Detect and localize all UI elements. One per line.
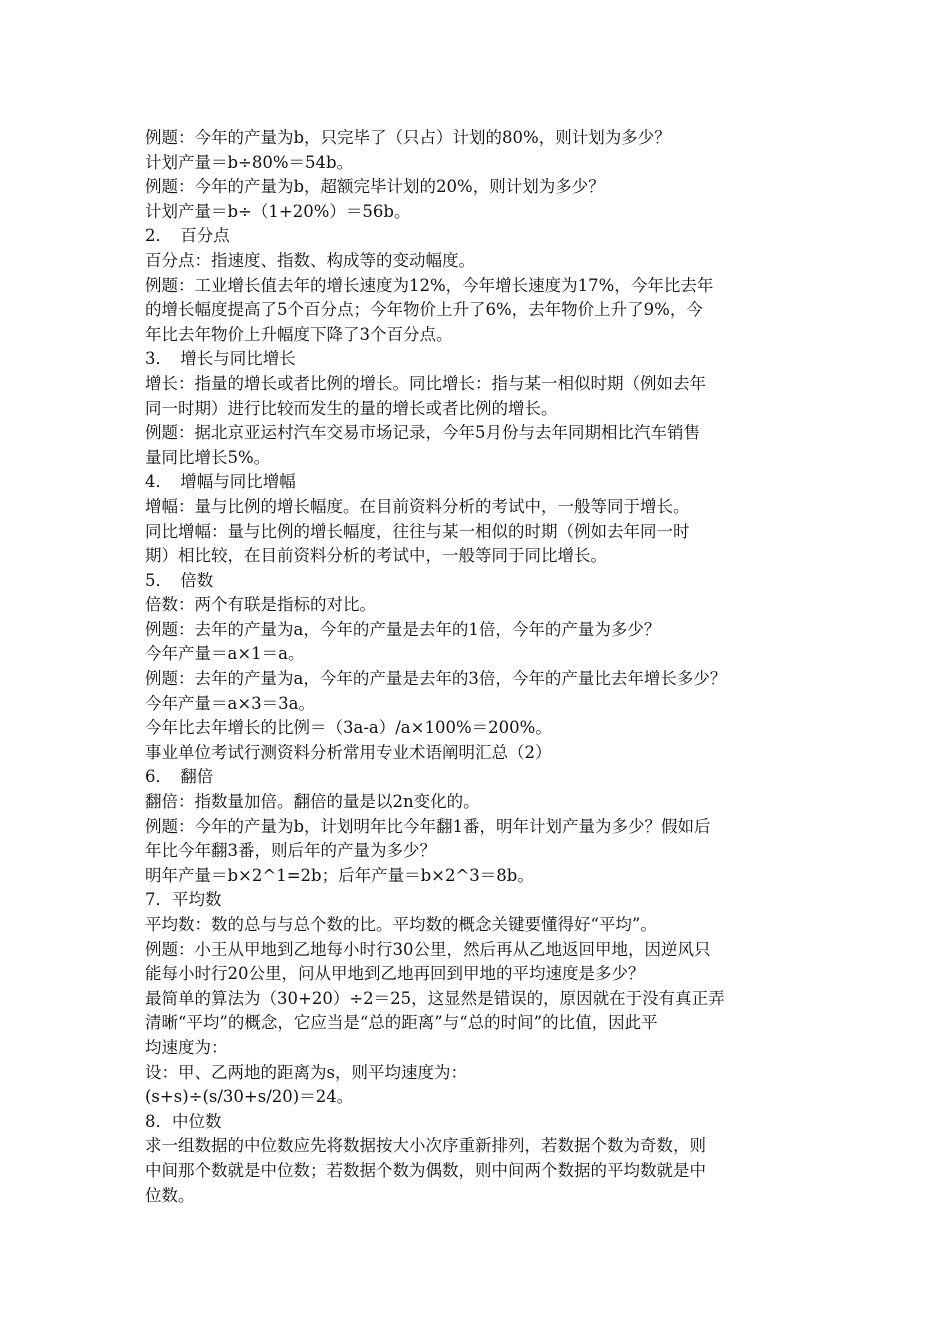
text-line: 例题：今年的产量为b，只完毕了（只占）计划的80%，则计划为多少？ xyxy=(145,128,671,147)
document-body xyxy=(145,126,825,1208)
section-heading: 3． 增长与同比增长 xyxy=(145,349,296,369)
text-line: 增长：指量的增长或者比例的增长。同比增长：指与某一相似时期（例如去年 xyxy=(145,373,706,393)
text-line: 增幅：量与比例的增长幅度。在目前资料分析的考试中，一般等同于增长。 xyxy=(145,496,690,516)
text-line: 期）相比较，在目前资料分析的考试中，一般等同于同比增长。 xyxy=(145,546,607,566)
text-line: 例题：去年的产量为a，今年的产量是去年的3倍，今年的产量比去年增长多少？ xyxy=(145,669,727,689)
text-line: 求一组数据的中位数应先将数据按大小次序重新排列，若数据个数为奇数，则 xyxy=(145,1136,706,1156)
text-line: 百分点：指速度、指数、构成等的变动幅度。 xyxy=(145,250,475,270)
text-line: 的增长幅度提高了5个百分点；今年物价上升了6%，去年物价上升了9%，今 xyxy=(145,300,703,320)
text-line: (s+s)÷(s/30+s/20)＝24。 xyxy=(145,1087,354,1107)
text-line: 位数。 xyxy=(145,1185,195,1205)
section-heading: 4． 增幅与同比增幅 xyxy=(145,472,296,492)
text-line: 中间那个数就是中位数；若数据个数为偶数，则中间两个数据的平均数就是中 xyxy=(145,1160,706,1180)
text-line: 翻倍：指数量加倍。翻倍的量是以2n变化的。 xyxy=(145,792,480,812)
section-heading: 5． 倍数 xyxy=(145,570,214,590)
text-line: 年比去年物价上升幅度下降了3个百分点。 xyxy=(145,324,453,344)
section-heading: 7．平均数 xyxy=(145,890,222,910)
text-line: 例题：小王从甲地到乙地每小时行30公里，然后再从乙地返回甲地，因逆风只 xyxy=(145,939,711,959)
text-line: 能每小时行20公里，问从甲地到乙地再回到甲地的平均速度是多少？ xyxy=(145,964,645,984)
text-line: 例题：去年的产量为a，今年的产量是去年的1倍，今年的产量为多少？ xyxy=(145,619,661,639)
text-line: 今年产量＝a×1＝a。 xyxy=(145,644,305,664)
text-line: 计划产量＝b÷（1+20%）＝56b。 xyxy=(145,201,411,221)
text-line: 例题：今年的产量为b，计划明年比今年翻1番，明年计划产量为多少？假如后 xyxy=(145,816,711,836)
text-line: 平均数：数的总与与总个数的比。平均数的概念关键要懂得好“平均”。 xyxy=(145,915,657,934)
text-line: 明年产量＝b×2^1=2b；后年产量＝b×2^3＝8b。 xyxy=(145,865,534,885)
section-heading: 6． 翻倍 xyxy=(145,767,214,787)
text-line: 计划产量＝b÷80%＝54b。 xyxy=(145,152,354,172)
section-heading: 2． 百分点 xyxy=(145,226,230,246)
text-line: 例题：据北京亚运村汽车交易市场记录，今年5月份与去年同期相比汽车销售 xyxy=(145,423,700,443)
text-line: 均速度为： xyxy=(145,1037,228,1057)
text-line: 例题：工业增长值去年的增长速度为12%，今年增长速度为17%，今年比去年 xyxy=(145,275,714,295)
text-line: 今年产量＝a×3＝3a。 xyxy=(145,693,315,713)
text-line: 倍数：两个有联是指标的对比。 xyxy=(145,595,376,615)
text-line: 今年比去年增长的比例＝（3a-a）/a×100%＝200%。 xyxy=(145,718,552,738)
document-subtitle: 事业单位考试行测资料分析常用专业术语阐明汇总（2） xyxy=(145,742,552,762)
text-line: 年比今年翻3番，则后年的产量为多少？ xyxy=(145,841,436,861)
text-line: 量同比增长5%。 xyxy=(145,447,271,467)
text-line: 例题：今年的产量为b，超额完毕计划的20%，则计划为多少？ xyxy=(145,177,605,197)
text-line: 同一时期）进行比较而发生的量的增长或者比例的增长。 xyxy=(145,398,558,418)
text-line: 设：甲、乙两地的距离为s，则平均速度为： xyxy=(145,1062,467,1082)
section-heading: 8．中位数 xyxy=(145,1111,222,1131)
text-line: 清晰“平均”的概念，它应当是“总的距离”与“总的时间”的比值，因此平 xyxy=(145,1013,658,1033)
text-line: 同比增幅：量与比例的增长幅度，往往与某一相似的时期（例如去年同一时 xyxy=(145,521,690,541)
text-line: 最简单的算法为（30+20）÷2＝25，这显然是错误的，原因就在于没有真正弄 xyxy=(145,988,725,1008)
